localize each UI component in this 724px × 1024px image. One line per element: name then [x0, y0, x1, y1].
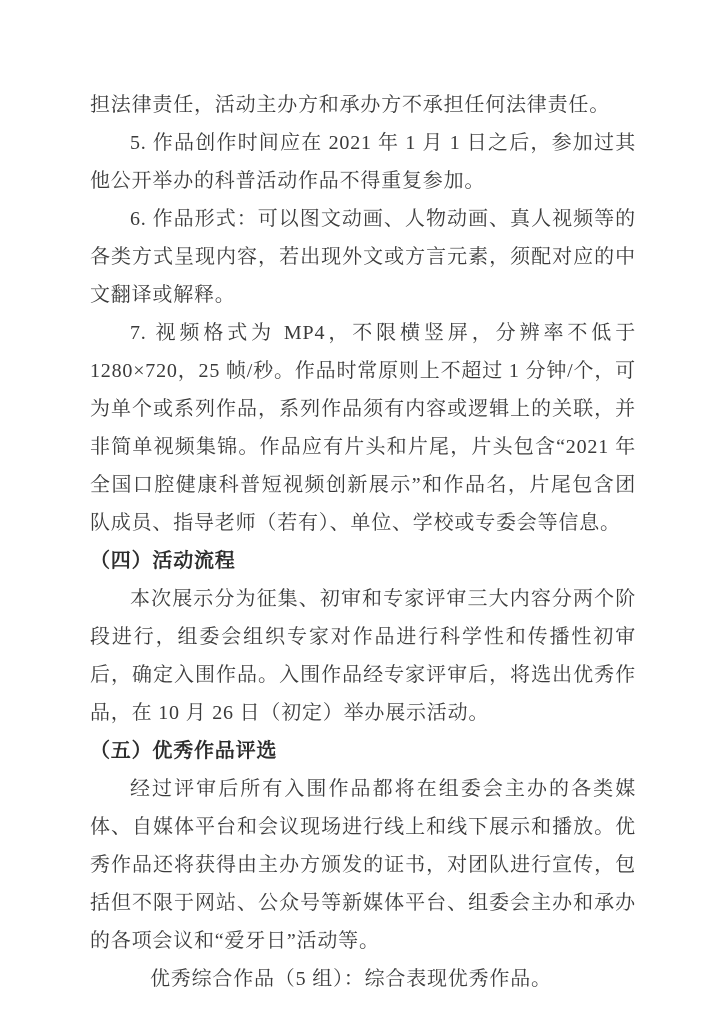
section-heading-activity-process: （四）活动流程 — [90, 550, 236, 572]
section-heading-outstanding-works-selection: （五）优秀作品评选 — [90, 740, 278, 762]
paragraph-continuation-liability: 担法律责任，活动主办方和承办方不承担任何法律责任。 — [90, 94, 610, 116]
paragraph-rule-5-creation-time: 5. 作品创作时间应在 2021 年 1 月 1 日之后，参加过其他公开举办的科普活动作品不得重复参加。 — [90, 132, 636, 192]
paragraph-outstanding-works-selection: 经过评审后所有入围作品都将在组委会主办的各类媒体、自媒体平台和会议现场进行线上和线下展示和播放。优秀作品还将获得由主办方颁发的证书，对团队进行宣传，包括但不限于网站、公众号等新媒体平台、组委会主办和承办的各项会议和“爱牙日”活动等。 — [90, 778, 636, 952]
paragraph-rule-7-video-specs: 7. 视频格式为 MP4，不限横竖屏，分辨率不低于 1280×720，25 帧/秒。作品时常原则上不超过 1 分钟/个，可为单个或系列作品，系列作品须有内容或逻辑上的关联，并非简单视频集锦。作品应有片头和片尾，片头包含“2021 年全国口腔健康科普短视频创新展示”和作品名，片尾包含团队成员、指导老师（若有）、单位、学校或专委会等信息。 — [90, 322, 636, 534]
paragraph-award-comprehensive-works: 优秀综合作品（5 组）：综合表现优秀作品。 — [150, 968, 552, 990]
document-body — [90, 86, 636, 998]
paragraph-activity-process: 本次展示分为征集、初审和专家评审三大内容分两个阶段进行，组委会组织专家对作品进行科学性和传播性初审后，确定入围作品。入围作品经专家评审后，将选出优秀作品，在 10 月 26 日（初定）举办展示活动。 — [90, 588, 636, 724]
paragraph-rule-6-work-format: 6. 作品形式：可以图文动画、人物动画、真人视频等的各类方式呈现内容，若出现外文或方言元素，须配对应的中文翻译或解释。 — [90, 208, 636, 306]
